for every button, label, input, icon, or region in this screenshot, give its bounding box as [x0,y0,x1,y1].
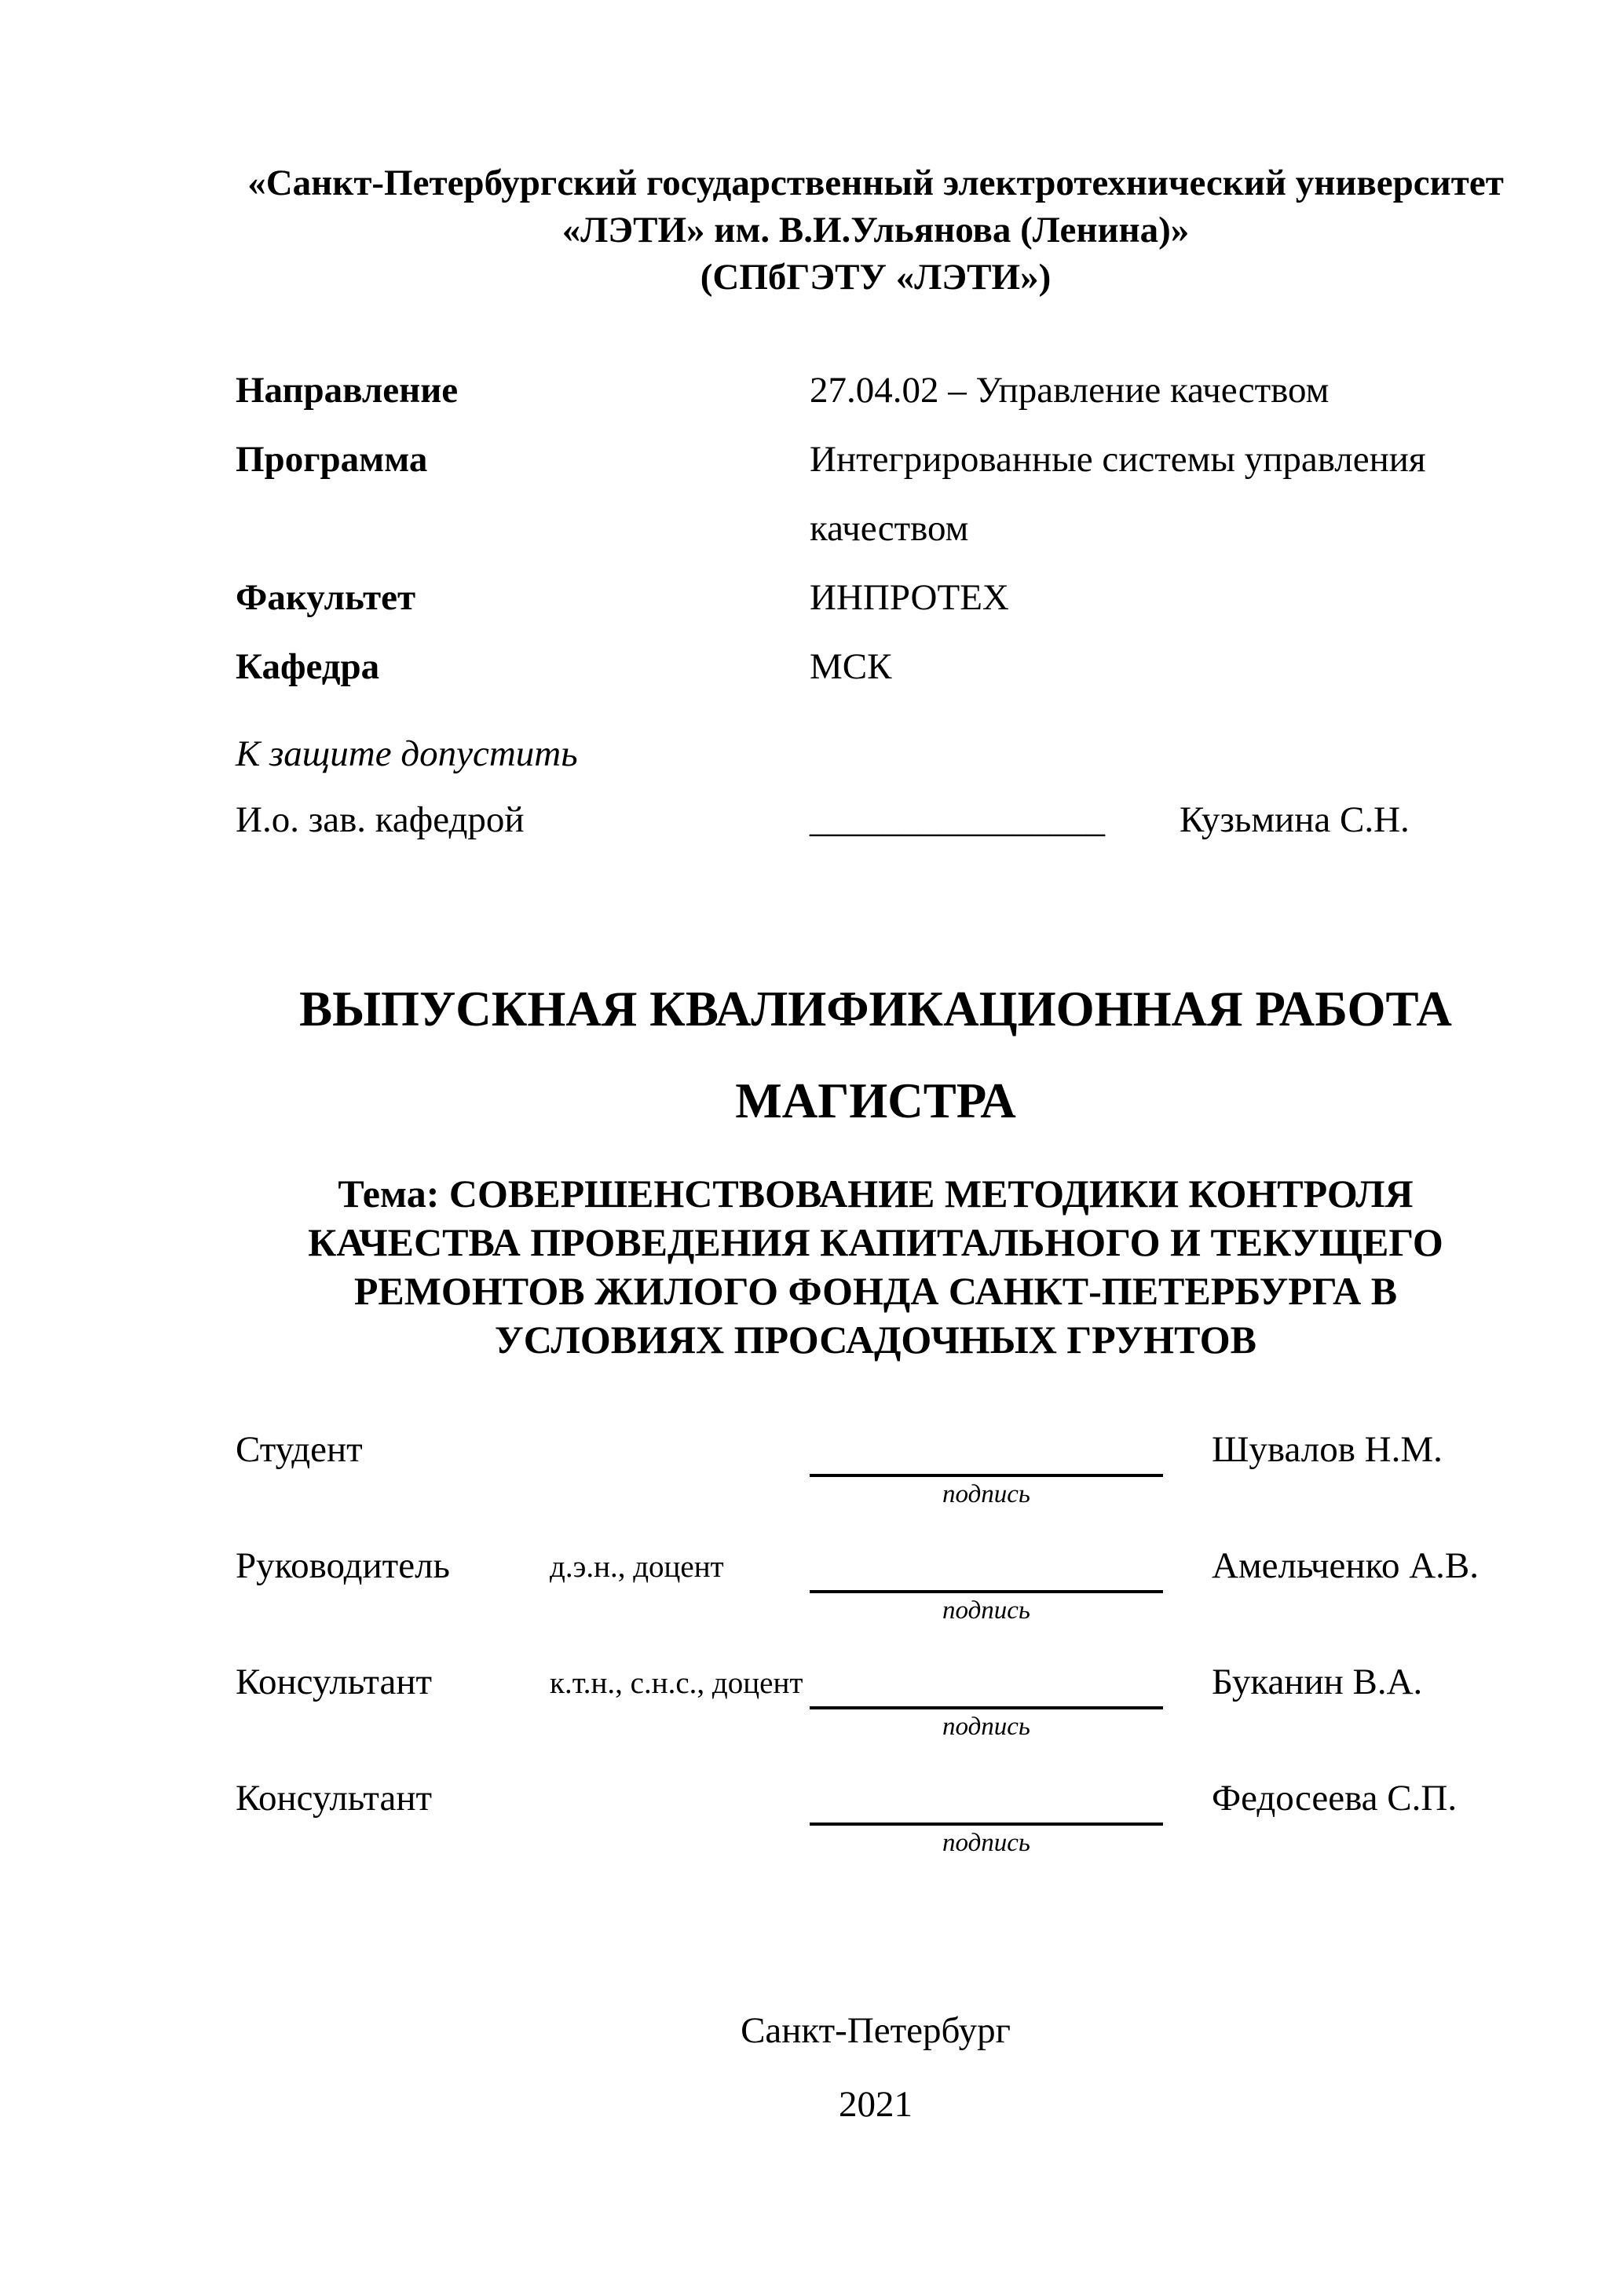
footer [236,2007,1516,2128]
signatures-block [236,1424,1516,1860]
field-row-program [236,425,1516,563]
student-role-label: Студент [236,1429,363,1470]
consultant2-signature-cell [810,1772,1163,1860]
consultant1-degree: к.т.н., с.н.с., доцент [550,1666,803,1700]
theme-line3: РЕМОНТОВ ЖИЛОГО ФОНДА САНКТ-ПЕТЕРБУРГА В [353,1269,1398,1313]
department-label: Кафедра [236,646,380,687]
work-title [236,963,1516,1147]
supervisor-name: Амельченко А.В. [1212,1545,1479,1586]
signature-row-consultant1 [236,1656,1516,1744]
faculty-value: ИНПРОТЕХ [810,577,1009,618]
consultant1-signature-line [810,1656,1163,1709]
direction-label: Направление [236,370,459,411]
admission-role: И.о. зав. кафедрой [236,799,525,840]
work-title-line1: ВЫПУСКНАЯ КВАЛИФИКАЦИОННАЯ РАБОТА [299,982,1452,1036]
field-row-direction [236,356,1516,425]
program-label: Программа [236,439,428,480]
signature-row-consultant2 [236,1772,1516,1860]
supervisor-signature-cell [810,1540,1163,1628]
consultant2-signature-caption: подпись [942,1829,1030,1857]
admission-signature-blank: ________________ [810,799,1105,840]
program-info-table [236,356,1516,701]
university-header [236,159,1516,301]
theme-block [236,1169,1516,1364]
work-title-line2: МАГИСТРА [735,1073,1016,1128]
program-value: Интегрированные системы управления качеством [810,439,1426,549]
department-value: МСК [810,646,892,687]
student-name: Шувалов Н.М. [1212,1429,1443,1470]
admission-row [236,795,1516,844]
consultant1-signature-caption: подпись [942,1713,1030,1741]
university-name-line2: «ЛЭТИ» им. В.И.Ульянова (Ленина)» [561,210,1190,250]
consultant2-role-label: Консультант [236,1778,433,1819]
supervisor-signature-line [810,1540,1163,1593]
consultant1-name: Буканин В.А. [1212,1662,1423,1702]
admission-heading: К защите допустить [236,733,578,774]
supervisor-role-label: Руководитель [236,1545,450,1586]
theme-line1: Тема: СОВЕРШЕНСТВОВАНИЕ МЕТОДИКИ КОНТРОЛЯ [338,1172,1414,1216]
footer-year: 2021 [839,2084,913,2125]
university-name-line1: «Санкт-Петербургский государственный электротехнический университет [247,163,1504,203]
supervisor-signature-caption: подпись [942,1596,1030,1625]
university-abbreviation: (СПбГЭТУ «ЛЭТИ») [700,257,1052,298]
faculty-label: Факультет [236,577,416,618]
consultant1-role-label: Консультант [236,1662,433,1702]
consultant2-signature-line [810,1772,1163,1826]
student-signature-caption: подпись [942,1480,1030,1508]
student-signature-cell [810,1424,1163,1512]
consultant2-name: Федосеева С.П. [1212,1778,1458,1819]
field-row-faculty [236,563,1516,632]
field-row-department [236,632,1516,701]
supervisor-degree: д.э.н., доцент [550,1550,724,1584]
student-signature-line [810,1424,1163,1477]
admission-name: Кузьмина С.Н. [1180,799,1410,840]
theme-line4: УСЛОВИЯХ ПРОСАДОЧНЫХ ГРУНТОВ [495,1318,1256,1362]
page-content [236,0,1516,1888]
direction-value: 27.04.02 – Управление качеством [810,370,1330,411]
signature-row-supervisor [236,1540,1516,1628]
theme-line2: КАЧЕСТВА ПРОВЕДЕНИЯ КАПИТАЛЬНОГО И ТЕКУЩЕГО [308,1220,1443,1264]
consultant1-signature-cell [810,1656,1163,1744]
footer-city: Санкт-Петербург [741,2010,1011,2051]
signature-row-student [236,1424,1516,1512]
